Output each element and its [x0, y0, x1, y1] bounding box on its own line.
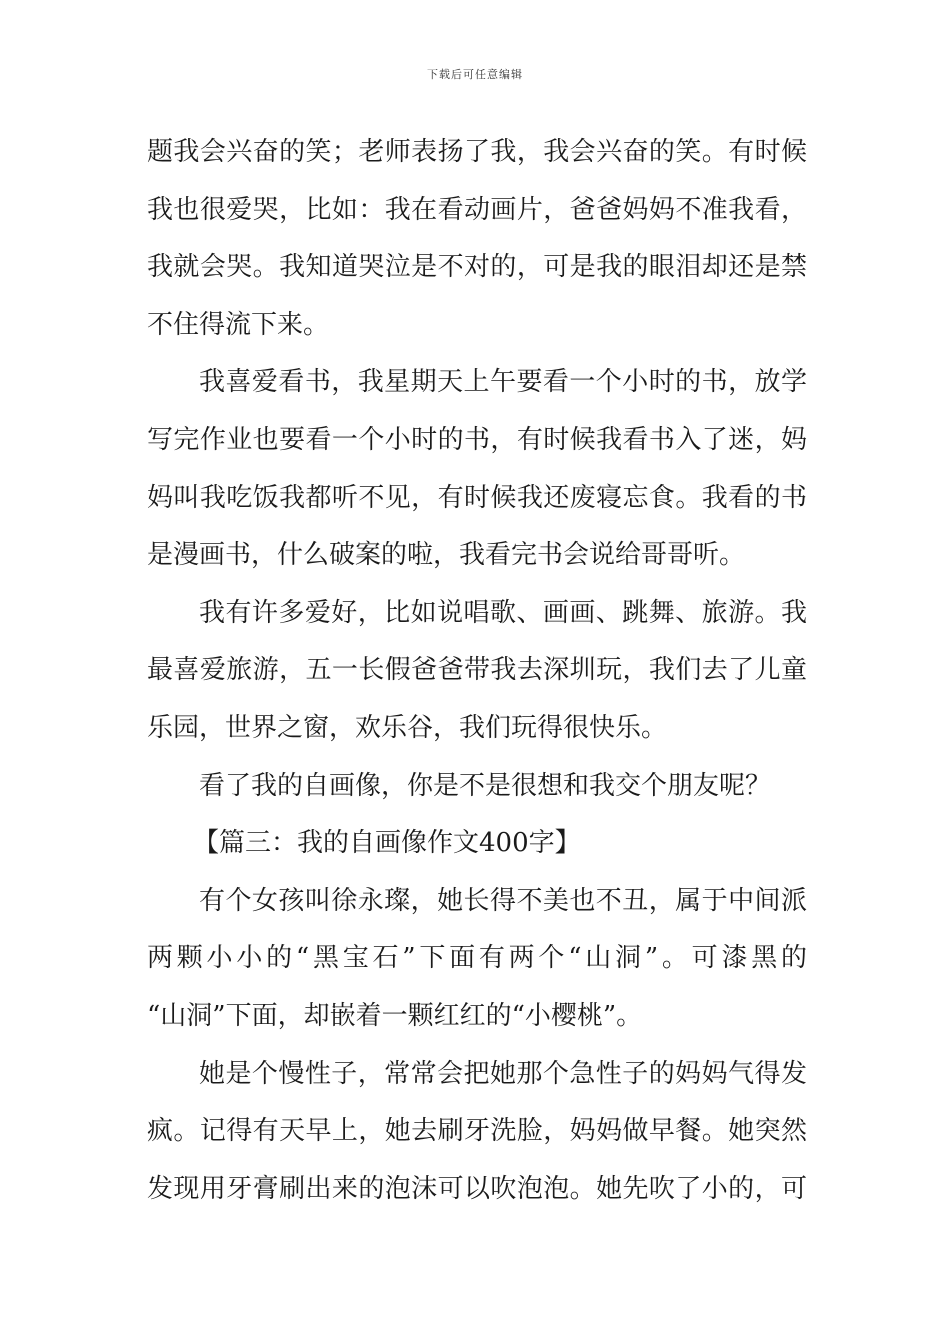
text-line: 妈叫我吃饭我都听不见，有时候我还废寝忘食。我看的书 — [147, 482, 807, 513]
text-line: 不住得流下来。 — [147, 309, 330, 340]
text-line: 发现用牙膏刷出来的泡沫可以吹泡泡。她先吹了小的，可 — [147, 1173, 807, 1204]
text-line: “山洞”下面，却嵌着一颗红红的“小樱桃”。 — [147, 1000, 643, 1031]
text-line: 疯。记得有天早上，她去刷牙洗脸，妈妈做早餐。她突然 — [147, 1116, 807, 1147]
text-line: 我就会哭。我知道哭泣是不对的，可是我的眼泪却还是禁 — [147, 252, 807, 283]
paragraph-first-line: 有个女孩叫徐永璨，她长得不美也不丑，属于中间派 — [199, 885, 807, 916]
text-line: 乐园，世界之窗，欢乐谷，我们玩得很快乐。 — [147, 712, 668, 743]
text-line: 两颗小小的“黑宝石”下面有两个“山洞”。可漆黑的 — [147, 943, 807, 974]
text-line: 是漫画书，什么破案的啦，我看完书会说给哥哥听。 — [147, 540, 746, 571]
paragraph-first-line: 我喜爱看书，我星期天上午要看一个小时的书，放学 — [199, 367, 807, 398]
paragraph-first-line: 看了我的自画像，你是不是很想和我交个朋友呢？ — [199, 770, 772, 801]
text-line: 最喜爱旅游，五一长假爸爸带我去深圳玩，我们去了儿童 — [147, 655, 807, 686]
text-line: 我也很爱哭，比如：我在看动画片，爸爸妈妈不准我看， — [147, 194, 807, 225]
text-line: 写完作业也要看一个小时的书，有时候我看书入了迷，妈 — [147, 424, 807, 455]
paragraph-first-line: 我有许多爱好，比如说唱歌、画画、跳舞、旅游。我 — [199, 597, 807, 628]
paragraph-first-line: 她是个慢性子，常常会把她那个急性子的妈妈气得发 — [199, 1058, 807, 1089]
section-heading: 【篇三：我的自画像作文400字】 — [193, 828, 581, 859]
page-header: 下载后可任意编辑 — [427, 68, 523, 81]
body-text — [147, 124, 807, 1218]
text-line: 题我会兴奋的笑；老师表扬了我，我会兴奋的笑。有时候 — [147, 137, 807, 167]
